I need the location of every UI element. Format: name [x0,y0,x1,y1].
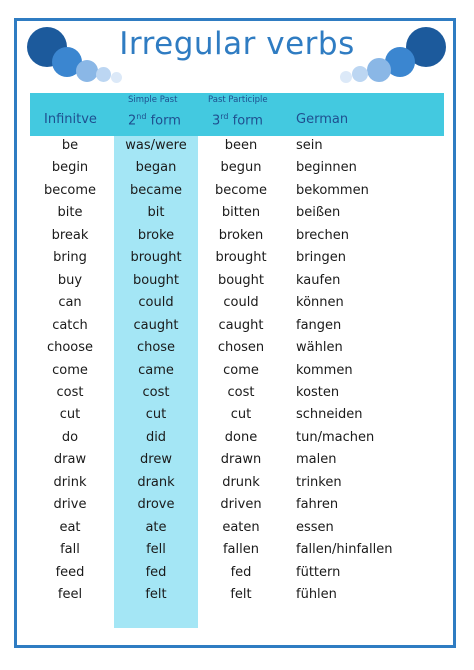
infinitive-cell: eat [59,519,81,535]
infinitive-cell: cost [56,384,84,400]
german-cell: kommen [296,362,353,378]
infinitive-header: Infinitve [44,112,97,127]
decor-circle [76,60,98,82]
past-participle-cell: drunk [222,474,260,490]
past-participle-cell: done [224,429,258,445]
past-participle-cell: cut [230,407,252,423]
past-participle-cell: been [224,138,258,153]
german-cell: beißen [296,205,341,221]
german-cell: schneiden [296,407,363,423]
german-cell: bekommen [296,182,369,198]
simple-past-cell: began [135,160,177,176]
infinitive-cell: bite [57,205,83,221]
simple-past-cell: fed [145,564,167,580]
simple-past-subheader: Simple Past [128,95,178,105]
past-participle-cell: could [223,295,259,311]
infinitive-cell: break [51,227,89,243]
infinitive-cell: catch [52,317,88,333]
past-participle-cell: fallen [222,542,259,558]
german-cell: bringen [296,250,346,266]
past-participle-cell: come [223,362,259,378]
infinitive-cell: feed [55,564,85,580]
german-cell: wählen [296,340,343,356]
infinitive-cell: draw [53,452,87,468]
german-cell: können [296,295,344,311]
infinitive-cell: drink [53,474,87,490]
simple-past-cell: caught [133,317,179,333]
german-cell: essen [296,519,334,535]
simple-past-cell: came [138,362,174,378]
infinitive-cell: fall [60,542,80,558]
german-cell: malen [296,452,337,468]
infinitive-cell: become [43,182,96,198]
german-cell: fühlen [296,587,337,602]
decor-circle [352,66,368,82]
simple-past-cell: felt [145,587,167,602]
past-participle-cell: begun [220,160,262,176]
infinitive-cell: do [61,429,79,445]
german-cell: fangen [296,317,342,333]
simple-past-cell: could [138,295,174,311]
page-title: Irregular verbs [119,26,355,62]
past-participle-cell: cost [227,384,255,400]
second-form-header: 2nd form [128,112,181,129]
german-cell: sein [296,138,323,153]
simple-past-cell: brought [130,250,182,266]
past-participle-cell: driven [220,497,262,513]
simple-past-cell: became [129,182,183,198]
infinitive-cell: come [52,362,88,378]
simple-past-cell: bought [132,272,180,288]
german-cell: trinken [296,474,342,490]
past-participle-cell: felt [230,587,252,602]
past-participle-cell: bought [217,272,265,288]
german-header: German [296,112,349,127]
infinitive-cell: bring [53,250,87,266]
infinitive-cell: be [61,138,79,153]
simple-past-cell: drove [137,497,175,513]
decor-circle [340,71,352,83]
past-participle-cell: drawn [220,452,262,468]
simple-past-cell: ate [145,519,167,535]
infinitive-cell: feel [57,587,83,602]
decor-circle [111,72,122,83]
german-cell: füttern [296,564,341,580]
decor-circle [96,67,111,82]
simple-past-cell: was/were [125,138,187,153]
infinitive-cell: begin [51,160,89,176]
german-cell: fallen/hinfallen [296,542,393,558]
past-participle-cell: bitten [221,205,261,221]
past-participle-cell: fed [230,564,252,580]
simple-past-cell: cost [142,384,170,400]
simple-past-cell: fell [146,542,166,558]
past-participle-cell: broken [218,227,264,243]
german-cell: tun/machen [296,429,375,445]
table-header [30,93,444,136]
simple-past-cell: bit [147,205,165,221]
simple-past-cell: did [145,429,167,445]
past-participle-cell: brought [215,250,267,266]
german-cell: brechen [296,227,349,243]
third-form-header: 3rd form [212,112,263,129]
infinitive-cell: drive [53,497,87,513]
infinitive-cell: buy [57,272,83,288]
simple-past-cell: cut [145,407,167,423]
past-participle-cell: chosen [217,340,265,356]
past-participle-cell: caught [218,317,264,333]
german-cell: fahren [296,497,339,513]
past-participle-cell: eaten [222,519,260,535]
german-cell: beginnen [296,160,357,176]
simple-past-cell: chose [136,340,176,356]
simple-past-cell: drew [140,452,172,468]
german-cell: kosten [296,384,340,400]
infinitive-cell: can [58,295,82,311]
simple-past-cell: drank [137,474,175,490]
infinitive-cell: choose [46,340,94,356]
simple-past-cell: broke [137,227,175,243]
past-participle-subheader: Past Participle [208,95,268,105]
infinitive-cell: cut [59,407,81,423]
past-participle-cell: become [214,182,267,198]
german-cell: kaufen [296,272,341,288]
